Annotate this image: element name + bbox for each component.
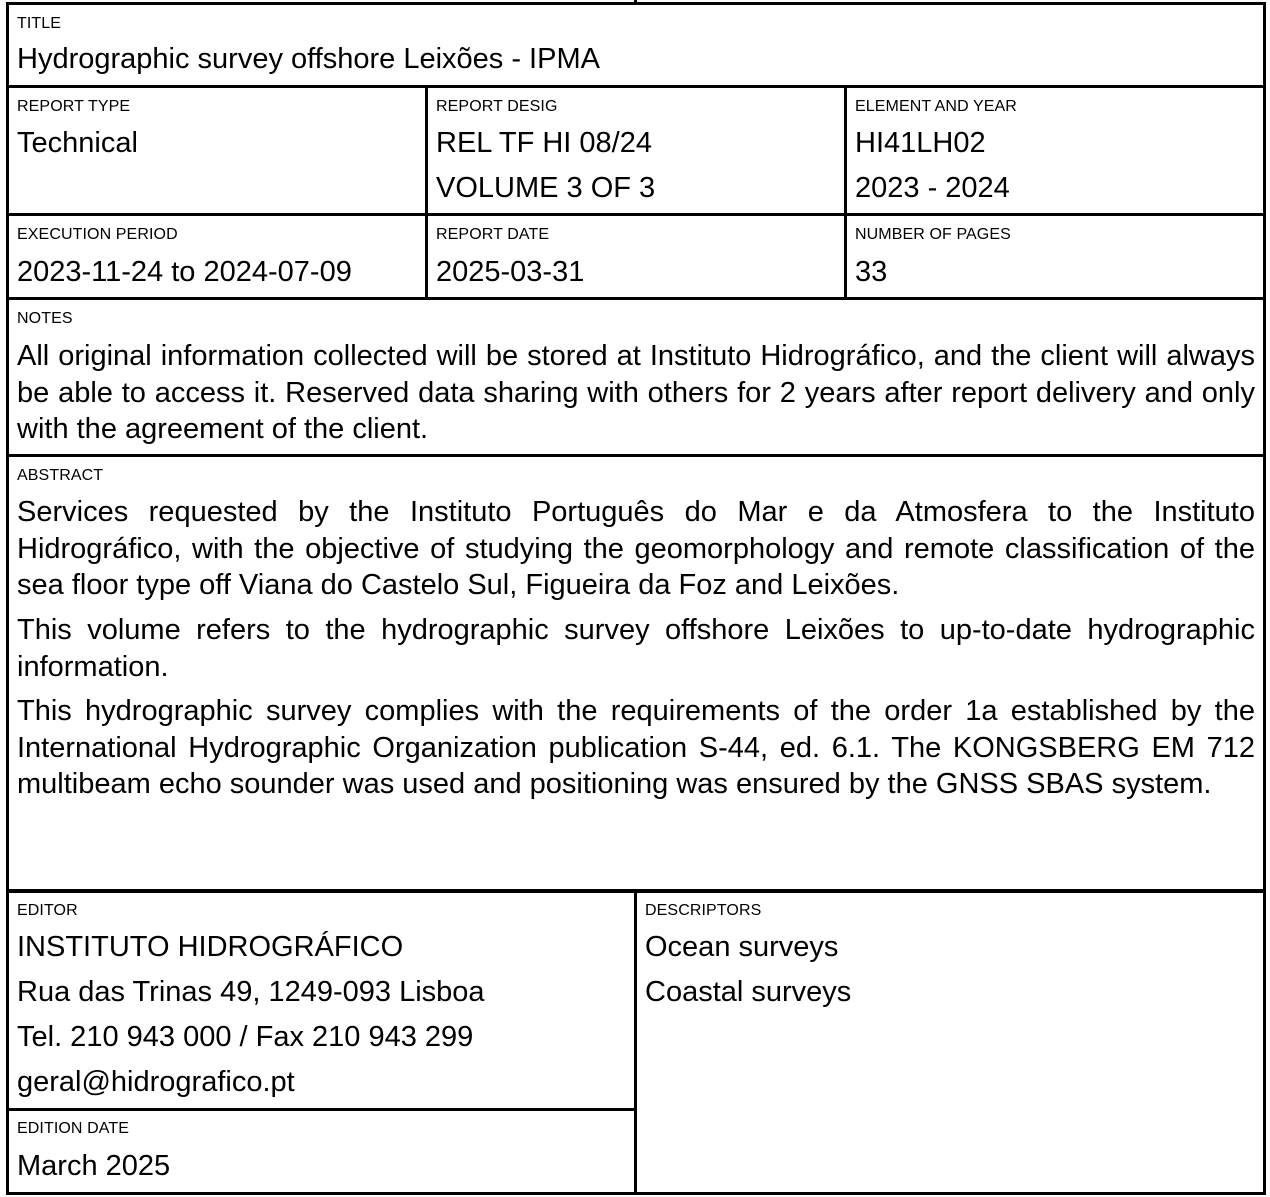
title-cell xyxy=(9,5,1263,85)
report-date-value: 2025-03-31 xyxy=(436,256,585,288)
editor-phone-fax: Tel. 210 943 000 / Fax 210 943 299 xyxy=(17,1021,474,1053)
abstract-paragraph-2: This volume refers to the hydrographic survey offshore Leixões to up-to-date hydrographic information. xyxy=(17,614,1255,683)
abstract-paragraph-1: Services requested by the Instituto Português do Mar e da Atmosfera to the Instituto Hidrográfico, with the objective of studying the geomorphology and remote classification of the sea floor type off Viana do Castelo Sul, Figueira da Foz and Leixões. xyxy=(17,496,1255,601)
abstract-label: ABSTRACT xyxy=(17,467,104,484)
report-title: Hydrographic survey offshore Leixões - IPMA xyxy=(17,43,600,75)
execution-period-label: EXECUTION PERIOD xyxy=(17,226,178,243)
report-desig-number: REL TF HI 08/24 xyxy=(436,127,652,159)
report-type-label: REPORT TYPE xyxy=(17,98,131,115)
report-type-cell xyxy=(9,88,425,213)
descriptor-item: Coastal surveys xyxy=(645,976,852,1008)
abstract-cell xyxy=(9,457,1263,889)
element-code: HI41LH02 xyxy=(855,127,986,159)
report-date-label: REPORT DATE xyxy=(436,226,550,243)
edition-date-label: EDITION DATE xyxy=(17,1120,130,1137)
notes-cell xyxy=(9,300,1263,454)
descriptors-label: DESCRIPTORS xyxy=(645,902,762,919)
editor-name: INSTITUTO HIDROGRÁFICO xyxy=(17,931,404,963)
top-stub-divider xyxy=(634,0,637,4)
edition-date-value: March 2025 xyxy=(17,1150,171,1182)
border-right xyxy=(1263,2,1266,1195)
execution-period-value: 2023-11-24 to 2024-07-09 xyxy=(17,256,352,288)
descriptor-item: Ocean surveys xyxy=(645,931,839,963)
abstract-paragraph-3: This hydrographic survey complies with the requirements of the order 1a established by the International Hydrographic Organization publication S-44, ed. 6.1. The KONGSBERG EM 712 multibeam echo sounder was used and positioning was ensured by the GNSS SBAS system. xyxy=(17,695,1255,800)
editor-email: geral@hidrografico.pt xyxy=(17,1066,295,1098)
number-of-pages-cell xyxy=(847,216,1263,297)
notes-label: NOTES xyxy=(17,310,73,327)
editor-cell xyxy=(9,893,634,1108)
element-year-label: ELEMENT AND YEAR xyxy=(855,98,1017,115)
report-desig-volume: VOLUME 3 OF 3 xyxy=(436,172,656,204)
execution-period-cell xyxy=(9,216,425,297)
editor-label: EDITOR xyxy=(17,902,78,919)
number-of-pages-value: 33 xyxy=(855,256,888,288)
notes-text: All original information collected will be stored at Instituto Hidrográfico, and the client will always be able to access it. Reserved data sharing with others for 2 years after report delivery and only with the agreement of the client. xyxy=(17,340,1255,445)
descriptors-cell xyxy=(637,893,1263,1192)
element-years: 2023 - 2024 xyxy=(855,172,1010,204)
report-date-cell xyxy=(428,216,844,297)
element-year-cell xyxy=(847,88,1263,213)
editor-address: Rua das Trinas 49, 1249-093 Lisboa xyxy=(17,976,485,1008)
report-type-value: Technical xyxy=(17,127,138,159)
report-desig-label: REPORT DESIG xyxy=(436,98,558,115)
edition-date-cell xyxy=(9,1111,634,1192)
number-of-pages-label: NUMBER OF PAGES xyxy=(855,226,1011,243)
report-desig-cell xyxy=(428,88,844,213)
title-label: TITLE xyxy=(17,15,62,32)
